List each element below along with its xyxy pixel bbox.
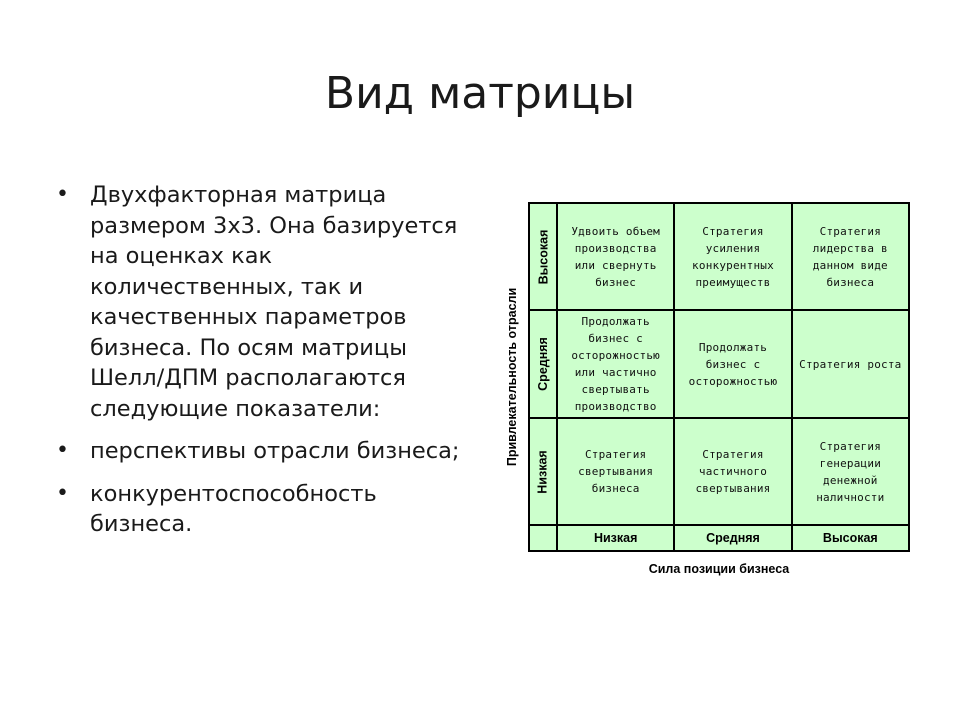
row-label-high bbox=[529, 203, 557, 310]
col-label-low: Низкая bbox=[557, 525, 674, 551]
col-label-medium: Средняя bbox=[674, 525, 791, 551]
bullet-item bbox=[56, 479, 466, 540]
slide-title: Вид матрицы bbox=[324, 68, 636, 119]
matrix-cell: Продолжать бизнес с осторожностью bbox=[674, 310, 791, 418]
matrix-cell: Стратегия частичного свертывания bbox=[674, 418, 791, 525]
row-label-medium bbox=[529, 310, 557, 418]
row-label-text: Низкая bbox=[536, 449, 550, 494]
matrix-cell: Удвоить объем производства или свернуть бизнес bbox=[557, 203, 674, 310]
row-label-text: Средняя bbox=[536, 337, 550, 391]
row-label-text: Высокая bbox=[536, 229, 551, 284]
bullet-item bbox=[56, 180, 466, 424]
matrix-corner bbox=[529, 525, 557, 551]
y-axis-label-text: Привлекательность отрасли bbox=[505, 287, 519, 467]
matrix-cell: Стратегия роста bbox=[792, 310, 909, 418]
col-label-high: Высокая bbox=[792, 525, 909, 551]
matrix-cell: Стратегия свертывания бизнеса bbox=[557, 418, 674, 525]
shell-dpm-matrix bbox=[528, 202, 910, 552]
matrix-cell: Стратегия генерации денежной наличности bbox=[792, 418, 909, 525]
bullet-text: • перспективы отрасли бизнеса; bbox=[90, 438, 460, 464]
bullet-item bbox=[56, 436, 466, 467]
matrix-cell: Стратегия лидерства в данном виде бизнеса bbox=[792, 203, 909, 310]
bullet-text: • Двухфакторная матрица размером 3х3. Она базируется на оценках как количественных, так и качественных параметров бизнеса. По осям матрицы Шелл/ДПМ располагаются следующие показатели: bbox=[90, 182, 458, 422]
x-axis-label: Сила позиции бизнеса bbox=[648, 562, 790, 576]
bullet-list bbox=[56, 180, 466, 552]
matrix-cell: Стратегия усиления конкурентных преимуществ bbox=[674, 203, 791, 310]
row-label-low bbox=[529, 418, 557, 525]
bullet-text: • конкурентоспособность бизнеса. bbox=[90, 480, 377, 537]
matrix-cell: Продолжать бизнес с осторожностью или частично свертывать производство bbox=[557, 310, 674, 418]
